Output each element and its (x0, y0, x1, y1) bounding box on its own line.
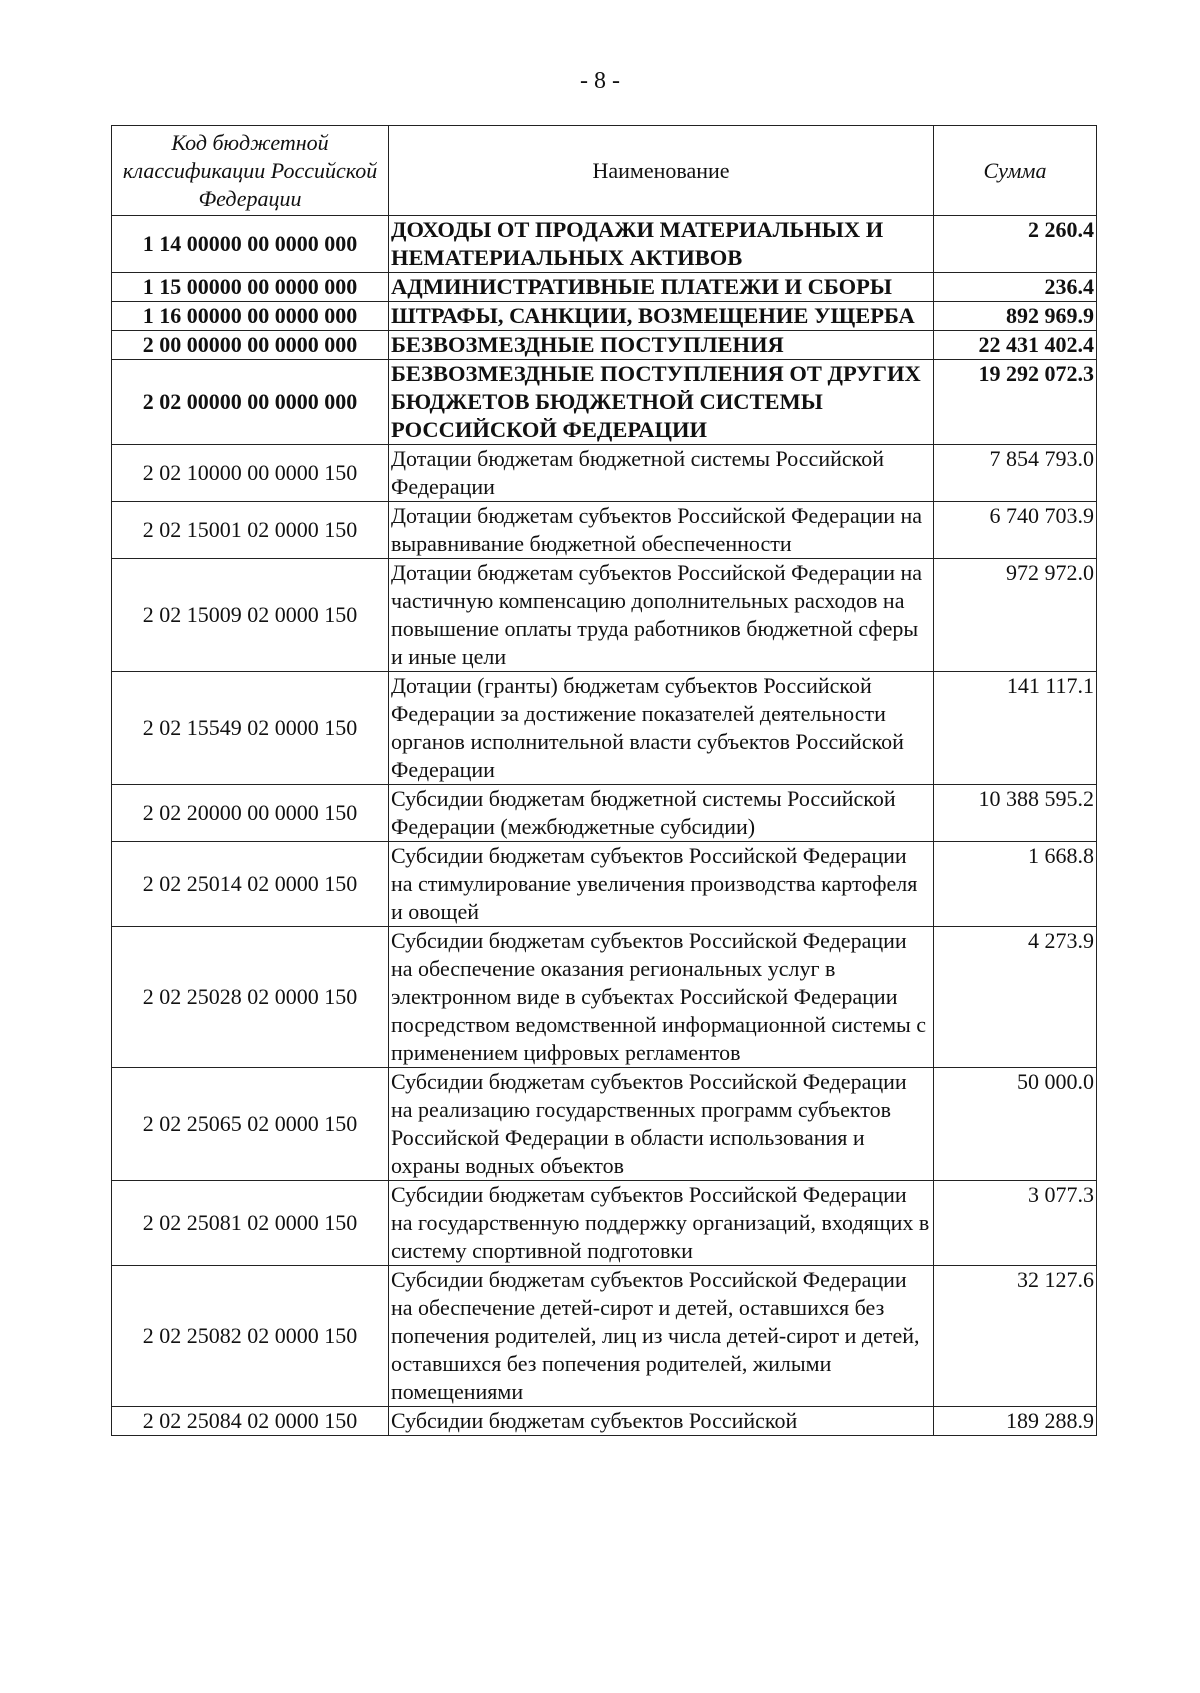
code-cell: 2 02 15001 02 0000 150 (112, 502, 389, 559)
name-cell: ШТРАФЫ, САНКЦИИ, ВОЗМЕЩЕНИЕ УЩЕРБА (389, 302, 934, 331)
sum-cell: 22 431 402.4 (934, 331, 1097, 360)
table-row (112, 216, 1097, 273)
name-cell: АДМИНИСТРАТИВНЫЕ ПЛАТЕЖИ И СБОРЫ (389, 273, 934, 302)
code-cell: 2 02 15009 02 0000 150 (112, 559, 389, 672)
name-cell: БЕЗВОЗМЕЗДНЫЕ ПОСТУПЛЕНИЯ ОТ ДРУГИХ БЮДЖЕТОВ БЮДЖЕТНОЙ СИСТЕМЫ РОССИЙСКОЙ ФЕДЕРАЦИИ (389, 360, 934, 445)
name-cell: Дотации бюджетам субъектов Российской Федерации на частичную компенсацию дополнительных расходов на повышение оплаты труда работников бюджетной сферы и иные цели (389, 559, 934, 672)
code-cell: 2 02 25065 02 0000 150 (112, 1068, 389, 1181)
sum-cell: 236.4 (934, 273, 1097, 302)
name-cell: Дотации бюджетам бюджетной системы Российской Федерации (389, 445, 934, 502)
code-cell: 2 02 25082 02 0000 150 (112, 1266, 389, 1407)
sum-cell: 189 288.9 (934, 1407, 1097, 1436)
table-row (112, 1181, 1097, 1266)
table-row (112, 672, 1097, 785)
budget-table (111, 125, 1097, 1436)
table-row (112, 1266, 1097, 1407)
sum-cell: 141 117.1 (934, 672, 1097, 785)
header-code: Код бюджетной классификации Российской Федерации (112, 126, 389, 216)
header-sum: Сумма (934, 126, 1097, 216)
name-cell: Субсидии бюджетам субъектов Российской Федерации на реализацию государственных программ субъектов Российской Федерации в области использования и охраны водных объектов (389, 1068, 934, 1181)
code-cell: 2 02 15549 02 0000 150 (112, 672, 389, 785)
table-header-row (112, 126, 1097, 216)
table-row (112, 559, 1097, 672)
table-row (112, 785, 1097, 842)
code-cell: 1 14 00000 00 0000 000 (112, 216, 389, 273)
table-row (112, 445, 1097, 502)
sum-cell: 972 972.0 (934, 559, 1097, 672)
code-cell: 1 15 00000 00 0000 000 (112, 273, 389, 302)
name-cell: ДОХОДЫ ОТ ПРОДАЖИ МАТЕРИАЛЬНЫХ И НЕМАТЕРИАЛЬНЫХ АКТИВОВ (389, 216, 934, 273)
code-cell: 2 02 25081 02 0000 150 (112, 1181, 389, 1266)
table-row (112, 502, 1097, 559)
code-cell: 2 02 25084 02 0000 150 (112, 1407, 389, 1436)
code-cell: 2 00 00000 00 0000 000 (112, 331, 389, 360)
name-cell: Субсидии бюджетам субъектов Российской Федерации на стимулирование увеличения производства картофеля и овощей (389, 842, 934, 927)
sum-cell: 3 077.3 (934, 1181, 1097, 1266)
code-cell: 2 02 10000 00 0000 150 (112, 445, 389, 502)
code-cell: 2 02 20000 00 0000 150 (112, 785, 389, 842)
code-cell: 2 02 00000 00 0000 000 (112, 360, 389, 445)
name-cell: Дотации (гранты) бюджетам субъектов Российской Федерации за достижение показателей деятельности органов исполнительной власти субъектов Российской Федерации (389, 672, 934, 785)
name-cell: Субсидии бюджетам бюджетной системы Российской Федерации (межбюджетные субсидии) (389, 785, 934, 842)
sum-cell: 6 740 703.9 (934, 502, 1097, 559)
sum-cell: 892 969.9 (934, 302, 1097, 331)
code-cell: 2 02 25014 02 0000 150 (112, 842, 389, 927)
table-row (112, 842, 1097, 927)
table-row (112, 360, 1097, 445)
sum-cell: 10 388 595.2 (934, 785, 1097, 842)
table-row (112, 927, 1097, 1068)
name-cell: Дотации бюджетам субъектов Российской Федерации на выравнивание бюджетной обеспеченности (389, 502, 934, 559)
name-cell: Субсидии бюджетам субъектов Российской (389, 1407, 934, 1436)
sum-cell: 19 292 072.3 (934, 360, 1097, 445)
header-name: Наименование (389, 126, 934, 216)
table-row (112, 1407, 1097, 1436)
sum-cell: 2 260.4 (934, 216, 1097, 273)
sum-cell: 50 000.0 (934, 1068, 1097, 1181)
sum-cell: 4 273.9 (934, 927, 1097, 1068)
table-row (112, 302, 1097, 331)
sum-cell: 7 854 793.0 (934, 445, 1097, 502)
name-cell: Субсидии бюджетам субъектов Российской Федерации на государственную поддержку организаций, входящих в систему спортивной подготовки (389, 1181, 934, 1266)
code-cell: 2 02 25028 02 0000 150 (112, 927, 389, 1068)
table-body (112, 216, 1097, 1436)
name-cell: Субсидии бюджетам субъектов Российской Федерации на обеспечение детей-сирот и детей, оставшихся без попечения родителей, лиц из числа детей-сирот и детей, оставшихся без попечения родителей, жилыми помещениями (389, 1266, 934, 1407)
name-cell: Субсидии бюджетам субъектов Российской Федерации на обеспечение оказания региональных услуг в электронном виде в субъектах Российской Федерации посредством ведомственной информационной системы с применением цифровых регламентов (389, 927, 934, 1068)
table-row (112, 1068, 1097, 1181)
page-number: - 8 - (580, 68, 620, 94)
table-row (112, 331, 1097, 360)
name-cell: БЕЗВОЗМЕЗДНЫЕ ПОСТУПЛЕНИЯ (389, 331, 934, 360)
code-cell: 1 16 00000 00 0000 000 (112, 302, 389, 331)
sum-cell: 32 127.6 (934, 1266, 1097, 1407)
table-row (112, 273, 1097, 302)
sum-cell: 1 668.8 (934, 842, 1097, 927)
